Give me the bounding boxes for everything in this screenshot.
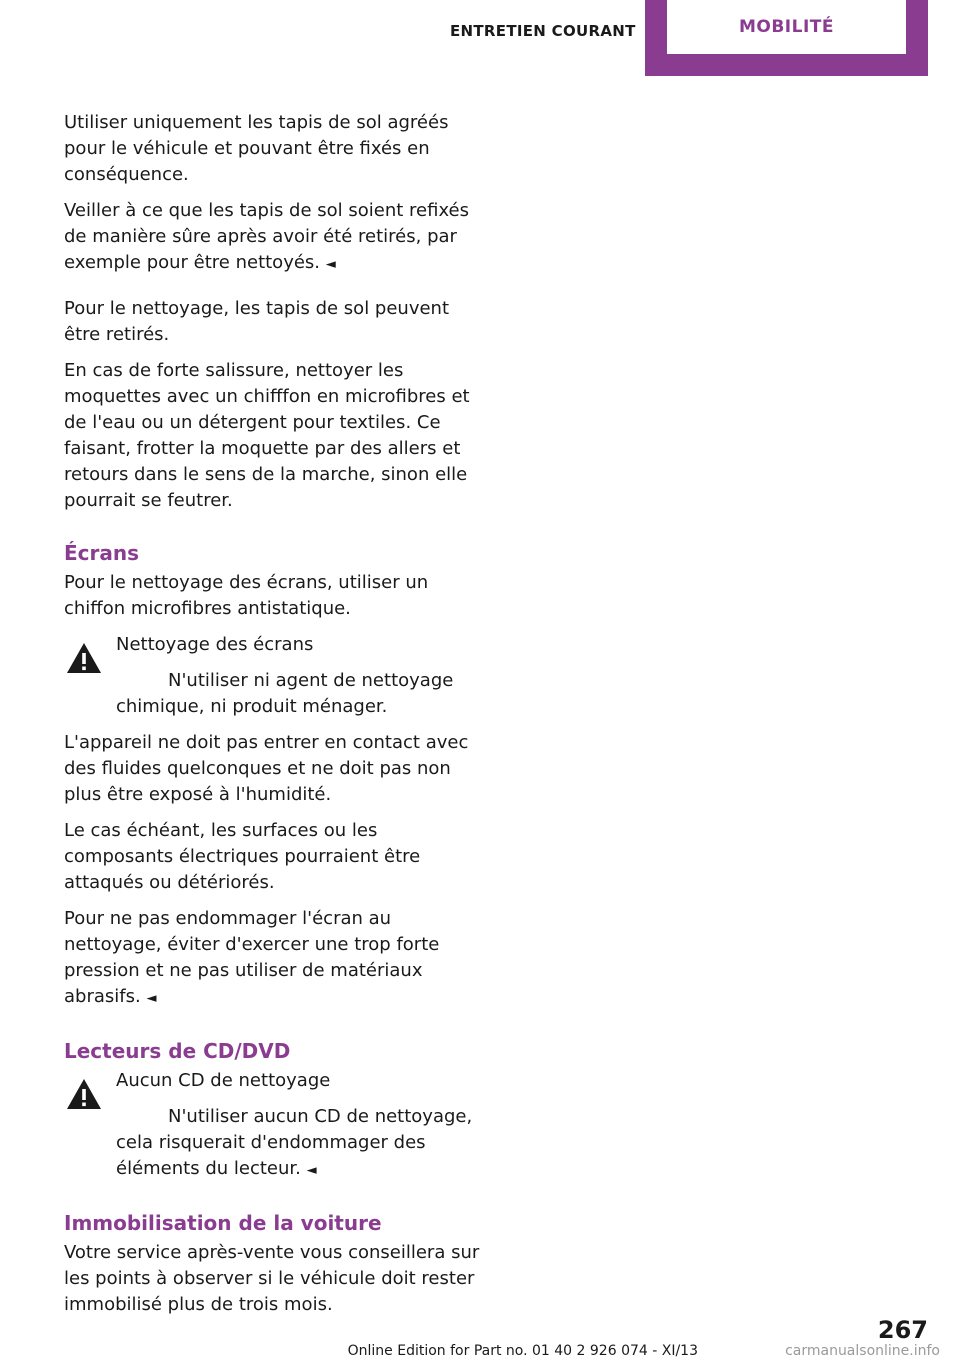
warning-triangle-icon	[64, 638, 104, 678]
edition-note: Online Edition for Part no. 01 40 2 926 074 - XI/13	[347, 1343, 698, 1359]
end-mark: ◄	[146, 991, 157, 1006]
header-section-title: ENTRETIEN COURANT	[450, 22, 636, 40]
paragraph	[64, 906, 484, 1012]
paragraph-text: Veiller à ce que les tapis de sol soient refixés de manière sûre après avoir été retirés, par exemple pour être nettoyés.	[64, 200, 470, 273]
paragraph	[64, 198, 484, 278]
warning-triangle-icon	[64, 1074, 104, 1114]
header-chapter-tab	[645, 0, 928, 76]
paragraph-text: Pour ne pas endommager l'écran au nettoyage, éviter d'exercer une trop forte pression et ne pas utiliser de matériaux abrasifs.	[64, 908, 440, 1007]
paragraph: Pour le nettoyage des écrans, utiliser un chiffon microfibres antistatique.	[64, 572, 429, 619]
paragraph: L'appareil ne doit pas entrer en contact avec des fluides quelconques et ne doit pas non plus être exposé à l'humidité.	[64, 732, 469, 805]
watermark: carmanualsonline.info	[785, 1343, 940, 1359]
warning-block	[64, 632, 484, 720]
paragraph: En cas de forte salissure, nettoyer les moquettes avec un chifffon en microfibres et de l'eau ou un détergent pour textiles. Ce faisant, frotter la moquette par des allers et retours dans le sens de la marche, sinon elle pourrait se feutrer.	[64, 360, 470, 511]
paragraph: Votre service après-vente vous conseillera sur les points à observer si le véhicule doit rester immobilisé plus de trois mois.	[64, 1242, 480, 1315]
warning-title: Nettoyage des écrans	[116, 634, 314, 655]
warning-title: Aucun CD de nettoyage	[116, 1070, 331, 1091]
paragraph: Pour le nettoyage, les tapis de sol peuvent être retirés.	[64, 298, 450, 345]
page-content	[64, 110, 484, 1328]
warning-block	[64, 1068, 484, 1184]
header-tab-inner	[667, 0, 906, 54]
paragraph: Utiliser uniquement les tapis de sol agréés pour le véhicule et pouvant être fixés en conséquence.	[64, 112, 449, 185]
section-heading-immobilisation: Immobilisation de la voiture	[64, 1211, 382, 1235]
warning-text	[116, 1104, 484, 1184]
end-mark: ◄	[325, 257, 336, 272]
header-tab-label: MOBILITÉ	[738, 17, 835, 37]
end-mark: ◄	[306, 1163, 317, 1178]
section-heading-ecrans: Écrans	[64, 541, 140, 565]
warning-text: N'utiliser ni agent de nettoyage chimique, ni produit ménager.	[116, 670, 454, 717]
warning-text-content: N'utiliser aucun CD de nettoyage, cela risquerait d'endommager des éléments du lecteur.	[116, 1106, 473, 1179]
paragraph: Le cas échéant, les surfaces ou les composants électriques pourraient être attaqués ou détériorés.	[64, 820, 421, 893]
section-heading-lecteurs: Lecteurs de CD/DVD	[64, 1039, 291, 1063]
page-number: 267	[877, 1316, 928, 1344]
